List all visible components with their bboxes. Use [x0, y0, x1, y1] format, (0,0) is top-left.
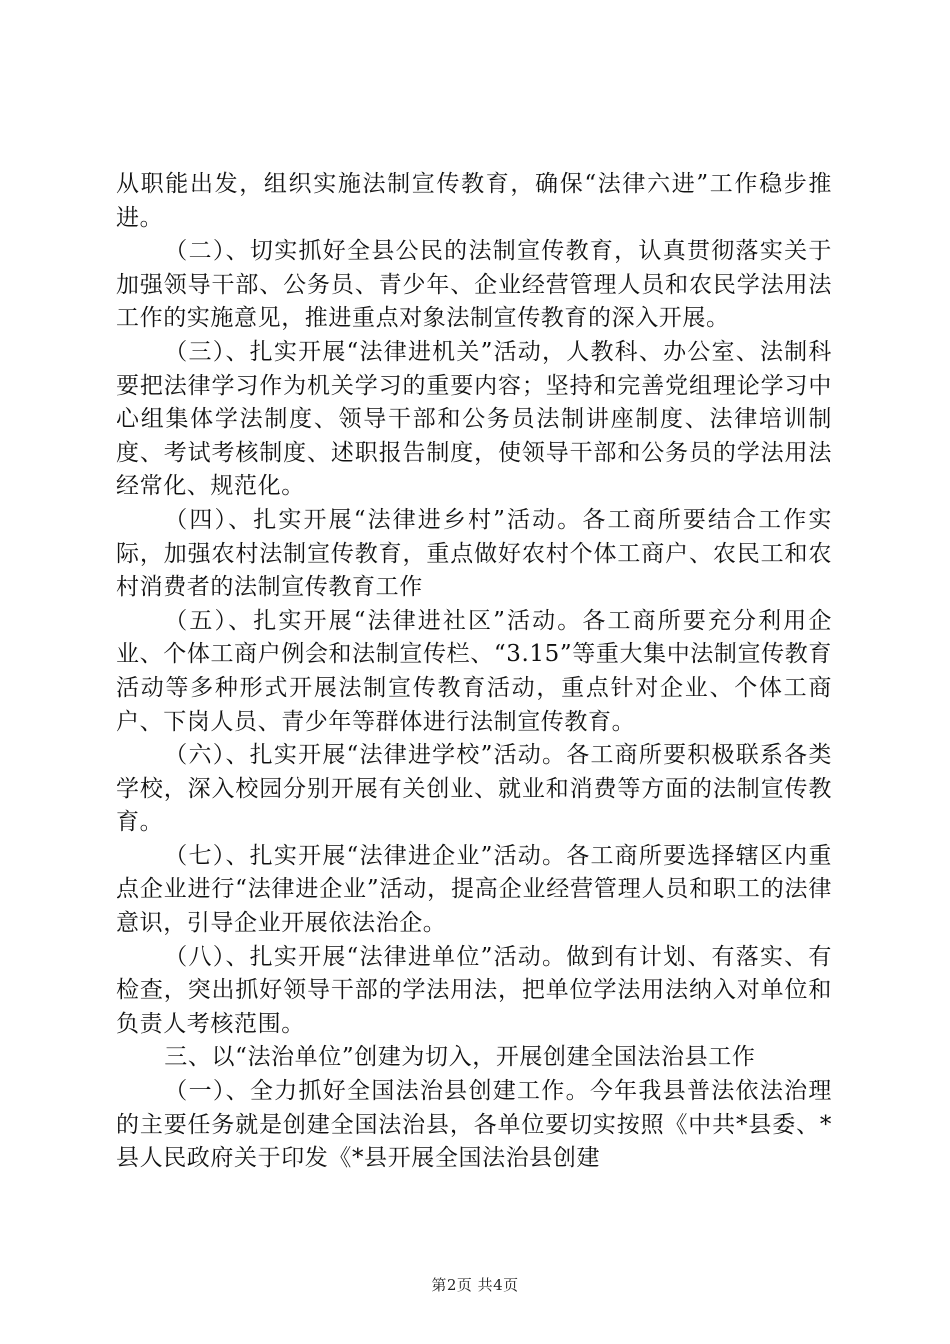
paragraph-section-3-1: （一）、全力抓好全国法治县创建工作。今年我县普法依法治理的主要任务就是创建全国法治县，各单位要切实按照《中共*县委、*县人民政府关于印发《*县开展全国法治县创建	[116, 1078, 832, 1172]
paragraph-section-2-3: （三）、扎实开展“法律进机关”活动，人教科、办公室、法制科要把法律学习作为机关学习的重要内容；坚持和完善党组理论学习中心组集体学法制度、领导干部和公务员法制讲座制度、法律培训制度、考试考核制度、述职报告制度，使领导干部和公务员的学法用法经常化、规范化。	[116, 338, 832, 500]
page-number-footer: 第2页 共4页	[431, 1276, 519, 1294]
section-heading-3: 三、以“法治单位”创建为切入，开展创建全国法治县工作	[164, 1044, 756, 1071]
paragraph-section-2-5: （五）、扎实开展“法律进社区”活动。各工商所要充分利用企业、个体工商户例会和法制宣传栏、“3.15”等重大集中法制宣传教育活动等多种形式开展法制宣传教育活动，重点针对企业、个体工商户、下岗人员、青少年等群体进行法制宣传教育。	[116, 607, 832, 735]
paragraph-section-2-2: （二）、切实抓好全县公民的法制宣传教育，认真贯彻落实关于加强领导干部、公务员、青少年、企业经营管理人员和农民学法用法工作的实施意见，推进重点对象法制宣传教育的深入开展。	[116, 238, 832, 332]
paragraph-section-2-4: （四）、扎实开展“法律进乡村”活动。各工商所要结合工作实际，加强农村法制宣传教育，重点做好农村个体工商户、农民工和农村消费者的法制宣传教育工作	[116, 506, 832, 601]
paragraph-section-2-6: （六）、扎实开展“法律进学校”活动。各工商所要积极联系各类学校，深入校园分别开展有关创业、就业和消费等方面的法制宣传教育。	[116, 742, 832, 836]
paragraph-section-2-8: （八）、扎实开展“法律进单位”活动。做到有计划、有落实、有检查，突出抓好领导干部的学法用法，把单位学法用法纳入对单位和负责人考核范围。	[116, 943, 832, 1037]
paragraph-continuation: 从职能出发，组织实施法制宣传教育，确保“法律六进”工作稳步推进。	[116, 171, 832, 231]
document-body	[116, 168, 832, 1176]
paragraph-section-2-7: （七）、扎实开展“法律进企业”活动。各工商所要选择辖区内重点企业进行“法律进企业”活动，提高企业经营管理人员和职工的法律意识，引导企业开展依法治企。	[116, 842, 832, 937]
